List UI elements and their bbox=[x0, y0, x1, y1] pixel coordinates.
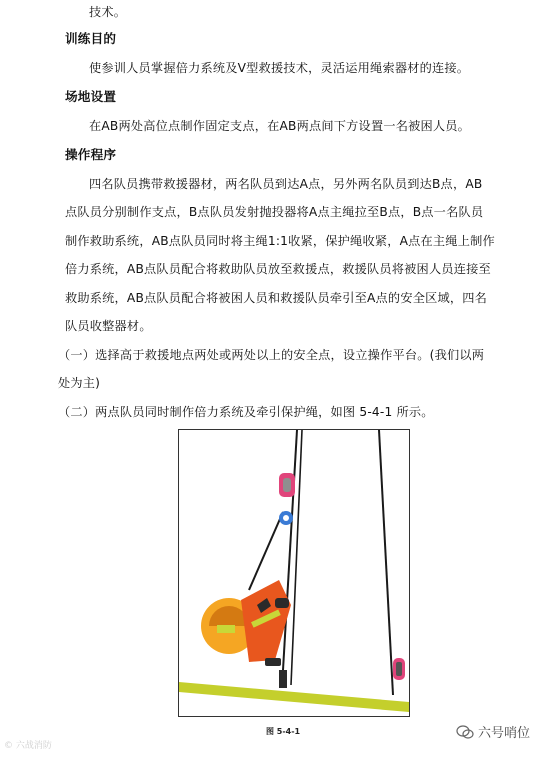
section-heading-procedure: 操作程序 bbox=[65, 147, 117, 162]
wechat-icon bbox=[456, 725, 474, 739]
text-line-procedure-4: 倍力系统，AB点队员配合将救助队员放至救援点，救援队员将被困人员连接至 bbox=[65, 262, 491, 276]
main-rope-right bbox=[379, 430, 393, 695]
watermark-left-text: 六战消防 bbox=[15, 741, 52, 751]
rescue-figure-image bbox=[178, 429, 410, 717]
watermark-right-text: 六号哨位 bbox=[478, 726, 531, 741]
text-line-procedure-3: 制作救助系统，AB点队员同时将主绳1:1收紧，保护绳收紧，A点在主绳上制作 bbox=[65, 234, 495, 248]
boot bbox=[265, 658, 281, 666]
text-line-procedure-1: 四名队员携带救援器材，两名队员到达A点，另外两名队员到达B点，AB bbox=[89, 177, 483, 191]
text-line-training-purpose: 使参训人员掌握倍力系统及V型救援技术，灵活运用绳索器材的连接。 bbox=[89, 61, 470, 75]
text-line-procedure-2: 点队员分别制作支点，B点队员发射抛投器将A点主绳拉至B点，B点一名队员 bbox=[65, 205, 484, 219]
watermark-left bbox=[4, 738, 52, 751]
glove bbox=[275, 598, 289, 608]
main-rope-left bbox=[283, 430, 297, 670]
section-heading-site-setup: 场地设置 bbox=[65, 89, 117, 104]
text-line-step-1-cont: 处为主) bbox=[58, 376, 101, 390]
figure-caption: 图 5-4-1 bbox=[266, 727, 301, 736]
watermark-logo-icon: © bbox=[4, 741, 13, 751]
yellow-beam bbox=[179, 682, 409, 712]
text-line-step-1: （一）选择高于救援地点两处或两处以上的安全点，设立操作平台。(我们以两 bbox=[58, 348, 485, 362]
text-line-1: 技术。 bbox=[89, 5, 127, 19]
watermark-right bbox=[456, 722, 530, 741]
text-line-procedure-5: 救助系统，AB点队员配合将被困人员和救援队员牵引至A点的安全区域，四名 bbox=[65, 291, 488, 305]
tether-rope bbox=[249, 512, 283, 590]
text-line-procedure-6: 队员收整器材。 bbox=[65, 319, 152, 333]
text-line-site-setup: 在AB两处高位点制作固定支点，在AB两点间下方设置一名被困人员。 bbox=[89, 119, 471, 133]
main-rope-left-2 bbox=[291, 430, 302, 685]
rescue-illustration bbox=[179, 430, 409, 716]
text-line-step-2: （二）两点队员同时制作倍力系统及牵引保护绳，如图 5-4-1 所示。 bbox=[58, 405, 434, 419]
section-heading-training-purpose: 训练目的 bbox=[65, 31, 117, 46]
